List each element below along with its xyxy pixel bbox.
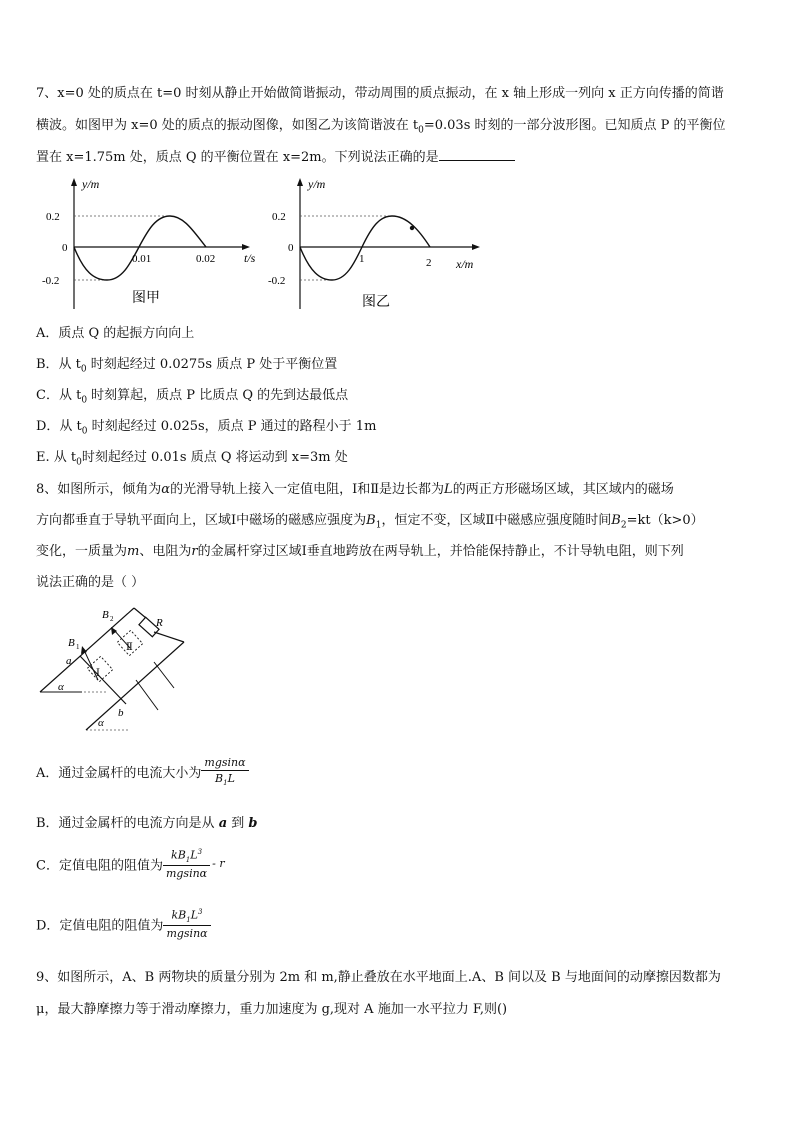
svg-text:B: B [102, 609, 109, 621]
q8-option-a[interactable]: A．通过金属杆的电流大小为 $\frac{mgsin\alpha}{B_1L}$ [36, 756, 249, 787]
svg-text:2: 2 [110, 615, 114, 623]
q8-stem-line2: 方向都垂直于导轨平面向上，区域Ⅰ中磁场的磁感应强度为$B_1$，恒定不变，区域Ⅱ中磁感应强度随时间$B_2=kt(k>0)$ [36, 513, 704, 531]
q9-stem-line2: μ，最大静摩擦力等于滑动摩擦力，重力加速度为 g,现对 A 施加一水平拉力 F,则() [36, 1002, 508, 1017]
graph-b-ytick: 0 [288, 242, 294, 254]
graph-vibration [36, 174, 276, 314]
graph-a-ytick: -0.2 [42, 275, 60, 287]
graph-b-ylabel: y/m [308, 177, 326, 191]
svg-text:B: B [68, 637, 75, 649]
q8-stem-line3: 变化，一质量为m、电阻为r的金属杆穿过区域Ⅰ垂直地跨放在两导轨上，并恰能保持静止，不计导轨电阻，则下列 [36, 544, 684, 559]
graph-b-xlabel: x/m [456, 257, 474, 271]
graph-a-xtick: 0.02 [196, 253, 216, 265]
graph-a-ytick: 0 [62, 242, 68, 254]
graph-b-caption: 图乙 [362, 295, 390, 310]
fraction-d: $\frac{kB_1L^3}{mgsin\alpha}$ [163, 908, 210, 940]
graph-waveform [262, 174, 502, 314]
q7-option-e[interactable]: E. 从 $t_0$时刻起经过 0.01s 质点 Q 将运动到 x=3m 处 [36, 450, 348, 468]
svg-text:a: a [66, 655, 72, 667]
point-q [410, 226, 414, 230]
q7-option-a[interactable]: A．质点 Q 的起振方向向上 [36, 326, 195, 341]
graph-b-xtick: 2 [426, 257, 432, 269]
svg-text:1: 1 [76, 643, 80, 651]
svg-text:R: R [156, 617, 163, 629]
q7-option-d[interactable]: D．从 $t_0$ 时刻起经过 0.025s，质点 P 通过的路程小于 1m [36, 419, 377, 437]
region-i [87, 656, 112, 681]
svg-text:Ⅱ: Ⅱ [126, 642, 133, 653]
q7-option-c[interactable]: C．从 $t_0$ 时刻算起，质点 P 比质点 Q 的先到达最低点 [36, 388, 349, 406]
q7-stem-line3: 置在 x=1.75m 处，质点 Q 的平衡位置在 x=2m。下列说法正确的是 [36, 146, 515, 165]
q8-stem-line1: 8、如图所示，倾角为α的光滑导轨上接入一定值电阻，Ⅰ和Ⅱ是边长都为L的两正方形磁场区域，其区域内的磁场 [36, 482, 674, 497]
graph-a-xtick: 0.01 [132, 253, 152, 265]
answer-blank[interactable] [439, 148, 515, 161]
graph-b-ytick: -0.2 [268, 275, 286, 287]
fraction-c: $\frac{kB_1L^3}{mgsin\alpha}$ [163, 848, 210, 880]
graph-b-ytick: 0.2 [272, 211, 286, 223]
svg-text:α: α [58, 681, 64, 693]
fraction-a: $\frac{mgsin\alpha}{B_1L}$ [201, 756, 248, 787]
q8-option-b[interactable]: B．通过金属杆的电流方向是从 a 到 b [36, 816, 258, 831]
q8-option-c[interactable]: C．定值电阻的阻值为 $\frac{kB_1L^3}{mgsin\alpha}$ - r [36, 848, 225, 880]
q7-stem-line2: 横波。如图甲为 x=0 处的质点的振动图像，如图乙为该简谐波在 $t_0=0.03s$ 时刻的一部分波形图。已知质点 P 的平衡位 [36, 118, 726, 136]
graph-b-xtick: 1 [359, 253, 365, 265]
q8-option-d[interactable]: D．定值电阻的阻值为 $\frac{kB_1L^3}{mgsin\alpha}$ [36, 908, 211, 940]
q7-option-b[interactable]: B．从 $t_0$ 时刻起经过 0.0275s 质点 P 处于平衡位置 [36, 357, 338, 375]
graph-a-xlabel: t/s [244, 251, 256, 265]
svg-text:Ⅰ: Ⅰ [96, 668, 100, 679]
svg-text:b: b [118, 707, 124, 719]
q7-stem-line1: 7、x=0 处的质点在 t=0 时刻从静止开始做简谐振动，带动周围的质点振动，在 x 轴上形成一列向 x 正方向传播的简谐 [36, 86, 724, 101]
incline-rails-figure [36, 600, 196, 740]
graph-a-caption: 图甲 [132, 291, 160, 306]
graph-a-ytick: 0.2 [46, 211, 60, 223]
q9-stem-line1: 9、如图所示，A、B 两物块的质量分别为 2m 和 m,静止叠放在水平地面上.A、B 间以及 B 与地面间的动摩擦因数都为 [36, 970, 721, 985]
q8-stem-line4: 说法正确的是（ ） [36, 575, 145, 590]
graph-a-ylabel: y/m [82, 177, 100, 191]
arrow-b2-icon [111, 627, 117, 635]
svg-text:α: α [98, 717, 104, 729]
